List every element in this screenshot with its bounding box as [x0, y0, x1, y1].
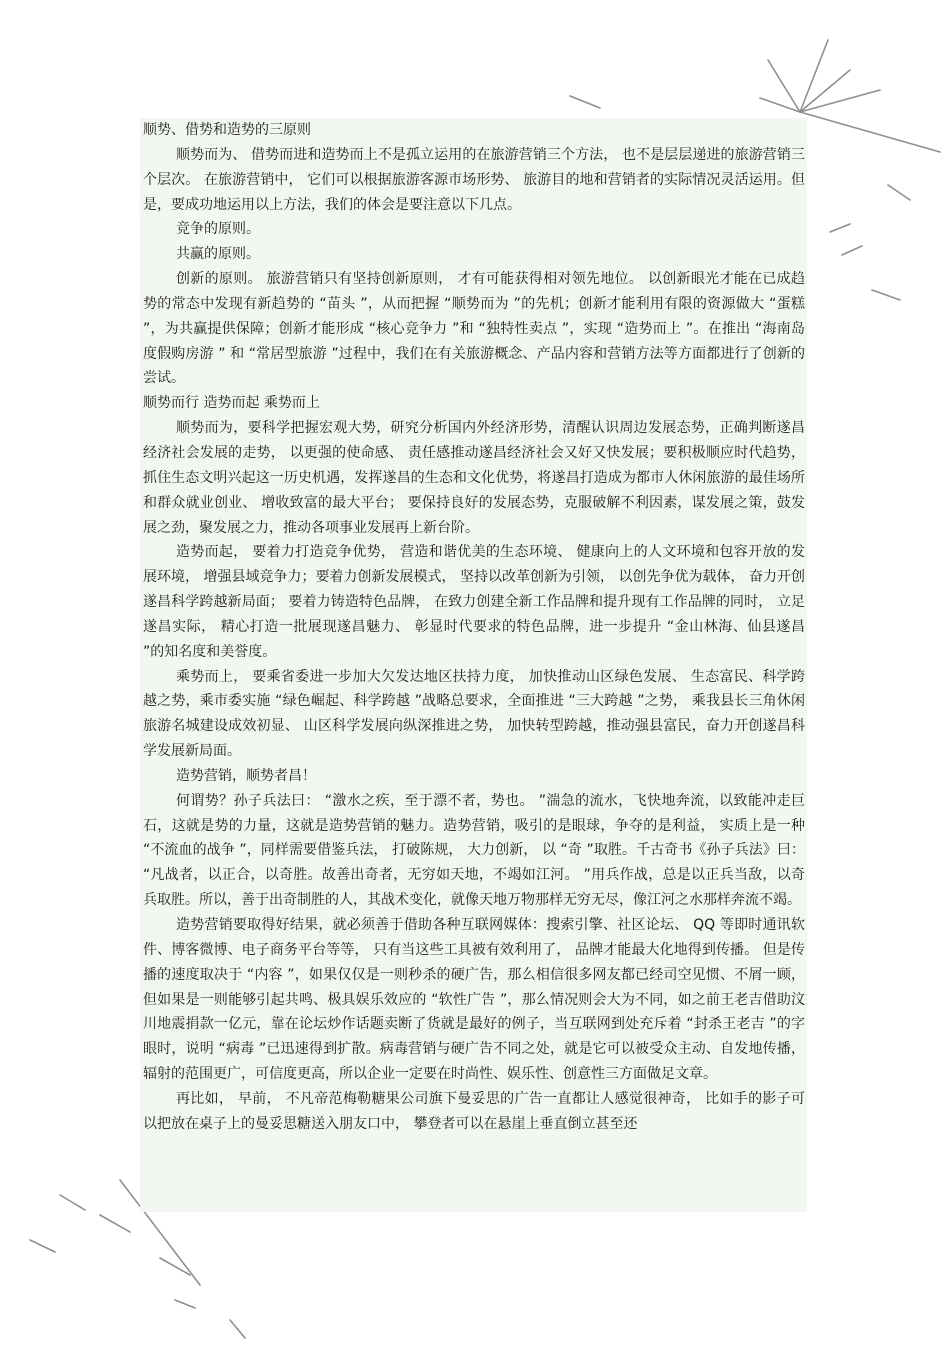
paragraph: 造势营销要取得好结果，就必须善于借助各种互联网媒体：搜索引擎、社区论坛、 QQ 等即时通讯软件、博客微博、电子商务平台等等， 只有当这些工具被有效利用了， 品牌才能最大化地得到传播。 但是传播的速度取决于 “内容 ”，如果仅仅是一则秒杀的硬广告，那么相信很多网友都已经司空见惯、不屑一顾，但如果是一则能够引起共鸣、极具娱乐效应的 “软性广告 ”，那么情况则会大为不同，如之前王老吉借助汶川地震捐款一亿元，靠在论坛炒作话题卖断了货就是最好的例子，当互联网到处充斥着 “封杀王老吉 ”的字眼时，说明 “病毒 ”已迅速得到扩散。病毒营销与硬广告不同之处，就是它可以被受众主动、自发地传播， 辐射的范围更广，可信度更高，所以企业一定要在时尚性、娱乐性、创意性三方面做足文章。	[143, 917, 805, 1083]
paragraph: 顺势而为，要科学把握宏观大势，研究分析国内外经济形势，清醒认识周边发展态势，正确判断遂昌经济社会发展的走势， 以更强的使命感、 责任感推动遂昌经济社会又好又快发展；要积极顺应时代趋势，抓住生态文明兴起这一历史机遇，发挥遂昌的生态和文化优势，将遂昌打造成为都市人休闲旅游的最佳场所和群众就业创业、 增收致富的最大平台； 要保持良好的发展态势，克服破解不利因素，谋发展之策，鼓发展之劲，聚发展之力，推动各项事业发展再上新台阶。	[143, 420, 805, 536]
paragraph: 共赢的原则。	[176, 246, 260, 263]
paragraph: 乘势而上， 要乘省委进一步加大欠发达地区扶持力度， 加快推动山区绿色发展、 生态富民、科学跨越之势，乘市委实施 “绿色崛起、科学跨越 ”战略总要求，全面推进 “三大跨越 ”之势， 乘我县长三角休闲旅游名城建设成效初显、 山区科学发展向纵深推进之势， 加快转型跨越，推动强县富民，奋力开创遂昌科学发展新局面。	[143, 668, 805, 760]
document-title: 顺势、借势和造势的三原则	[143, 122, 311, 138]
paragraph: 造势而起， 要着力打造竞争优势， 营造和谐优美的生态环境、 健康向上的人文环境和包容开放的发展环境， 增强县域竞争力；要着力创新发展模式， 坚持以改革创新为引领， 以创先争优为载体， 奋力开创遂昌科学跨越新局面； 要着力铸造特色品牌， 在致力创建全新工作品牌和提升现有工作品牌的同时， 立足遂昌实际， 精心打造一批展现遂昌魅力、 彰显时代要求的特色品牌，进一步提升 “金山林海、仙县遂昌 ”的知名度和美誉度。	[143, 544, 805, 660]
document-body	[143, 118, 805, 1137]
paragraph: 造势营销，顺势者昌！	[176, 767, 316, 784]
paragraph: 再比如， 早前， 不凡帝范梅勒糖果公司旗下曼妥思的广告一直都让人感觉很神奇， 比如手的影子可以把放在桌子上的曼妥思糖送入朋友口中， 攀登者可以在悬崖上垂直倒立甚至还	[143, 1090, 805, 1132]
paragraph: 创新的原则。 旅游营销只有坚持创新原则， 才有可能获得相对领先地位。 以创新眼光才能在已成趋势的常态中发现有新趋势的 “苗头 ”，从而把握 “顺势而为 ”的先机；创新才能利用有限的资源做大 “蛋糕 ”，为共赢提供保障；创新才能形成 “核心竞争力 ”和 “独特性卖点 ”，实现 “造势而上 ”。在推出 “海南岛度假购房游 ” 和 “常居型旅游 ”过程中，我们在有关旅游概念、产品内容和营销方法等方面都进行了创新的尝试。	[143, 271, 805, 387]
paragraph: 顺势而为、 借势而进和造势而上不是孤立运用的在旅游营销三个方法， 也不是层层递进的旅游营销三个层次。 在旅游营销中， 它们可以根据旅游客源市场形势、 旅游目的地和营销者的实际情况灵活运用。但是，要成功地运用以上方法，我们的体会是要注意以下几点。	[143, 146, 805, 213]
paragraph: 竞争的原则。	[176, 221, 260, 238]
section-subtitle: 顺势而行 造势而起 乘势而上	[143, 395, 320, 412]
paragraph: 何谓势？孙子兵法曰： “激水之疾，至于漂不者，势也。 ”湍急的流水，飞快地奔流，以致能冲走巨石，这就是势的力量，这就是造势营销的魅力。造势营销，吸引的是眼球，争夺的是利益， 实质上是一种 “不流血的战争 ”，同样需要借鉴兵法， 打破陈规， 大力创新， 以 “奇 ”取胜。千古奇书《孙子兵法》曰： “凡战者，以正合，以奇胜。故善出奇者，无穷如天地，不竭如江河。 ”用兵作战，总是以正兵当敌，以奇兵取胜。所以，善于出奇制胜的人，其战术变化，就像天地万物那样无穷无尽，像江河之水那样奔流不竭。	[143, 792, 805, 909]
